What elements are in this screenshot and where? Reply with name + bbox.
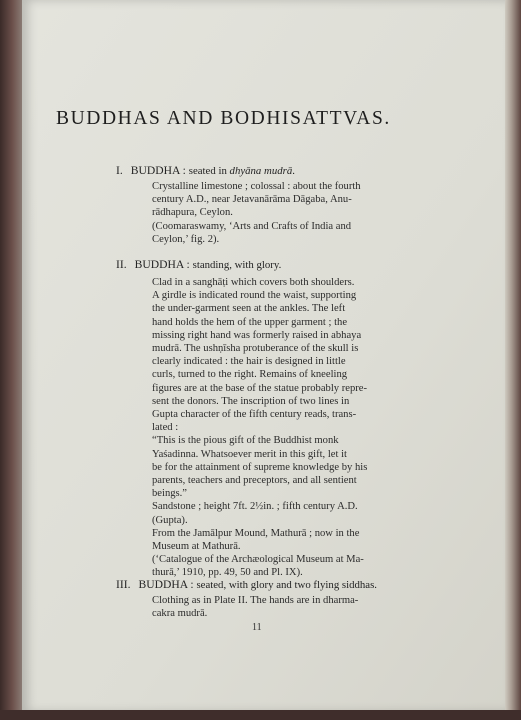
entry-heading [116, 164, 295, 177]
entry-name: BUDDHA [138, 578, 188, 591]
body-line: Museum at Mathurā. [152, 541, 241, 553]
body-line: Gupta character of the fifth century reads, trans- [152, 409, 357, 421]
entry-name: BUDDHA [130, 164, 180, 177]
body-line: century A.D., near Jetavanārāma Dāgaba, Anu- [152, 194, 352, 206]
body-line: (Gupta). [152, 514, 188, 526]
body-line: “This is the pious gift of the Buddhist monk [152, 435, 339, 447]
book-cover-edge [0, 710, 521, 720]
body-line: Crystalline limestone ; colossal : about the fourth [152, 181, 361, 192]
body-line: parents, teachers and preceptors, and all sentient [152, 475, 357, 487]
body-line: Yaśadinna. Whatsoever merit in this gift, let it [152, 448, 347, 460]
body-line: curls, turned to the right. Remains of kneeling [152, 369, 348, 381]
body-line: A girdle is indicated round the waist, supporting [152, 290, 357, 302]
body-line: be for the attainment of supreme knowledge by his [152, 461, 368, 473]
body-line: missing right hand was formerly raised in abhaya [152, 329, 362, 341]
body-line: From the Jamālpur Mound, Mathurā ; now in the [152, 527, 360, 539]
entry-separator: : [183, 258, 193, 271]
body-line: Sandstone ; height 7ft. 2½in. ; fifth century A.D. [152, 501, 358, 513]
entry-description-end: . [292, 165, 295, 177]
page-edge [505, 0, 521, 720]
entry-number: III. [116, 578, 131, 591]
entry-separator: : [179, 164, 189, 177]
entry-separator: : [187, 578, 197, 591]
body-line: mudrā. The ushṇīsha protuberance of the skull is [152, 343, 359, 355]
entry-name: BUDDHA [134, 258, 184, 271]
book-spine-shadow [0, 0, 22, 720]
body-line: hand holds the hem of the upper garment ; the [152, 316, 348, 328]
body-line: clearly indicated : the hair is designed in little [152, 356, 346, 368]
body-line: (‘Catalogue of the Archæological Museum at Ma- [152, 554, 364, 566]
entry-body [152, 276, 402, 580]
page-number: 11 [252, 622, 262, 633]
entry-description: standing, with glory. [192, 259, 282, 271]
entry-number: I. [116, 164, 123, 177]
body-line: cakra mudrā. [152, 608, 208, 620]
body-line: rādhapura, Ceylon. [152, 207, 233, 219]
entry-description: seated, with glory and two flying siddhas. [196, 579, 378, 591]
entry-number: II. [116, 258, 127, 271]
body-line: thurā,’ 1910, pp. 49, 50 and Pl. IX). [152, 567, 303, 579]
body-line: lated : [152, 422, 179, 434]
entry-description: seated in [188, 165, 230, 177]
entry-description-italic: dhyāna mudrā [229, 165, 293, 177]
entry-heading [116, 258, 281, 271]
body-line: beings.” [152, 488, 188, 500]
body-line: the under-garment seen at the ankles. The left [152, 303, 346, 315]
entry-body [152, 180, 402, 246]
body-line: figures are at the base of the statue probably repre- [152, 382, 368, 394]
body-line: sent the donors. The inscription of two lines in [152, 395, 350, 407]
body-line: Clad in a sanghāṭi which covers both shoulders. [152, 277, 355, 288]
body-line: Clothing as in Plate II. The hands are in dharma- [152, 595, 359, 606]
entry-body [152, 594, 402, 620]
body-line: Ceylon,’ fig. 2). [152, 233, 220, 245]
entry-heading [116, 578, 377, 591]
page-title: BUDDHAS AND BODHISATTVAS. [56, 108, 391, 129]
body-line: (Coomaraswamy, ‘Arts and Crafts of India and [152, 220, 352, 232]
